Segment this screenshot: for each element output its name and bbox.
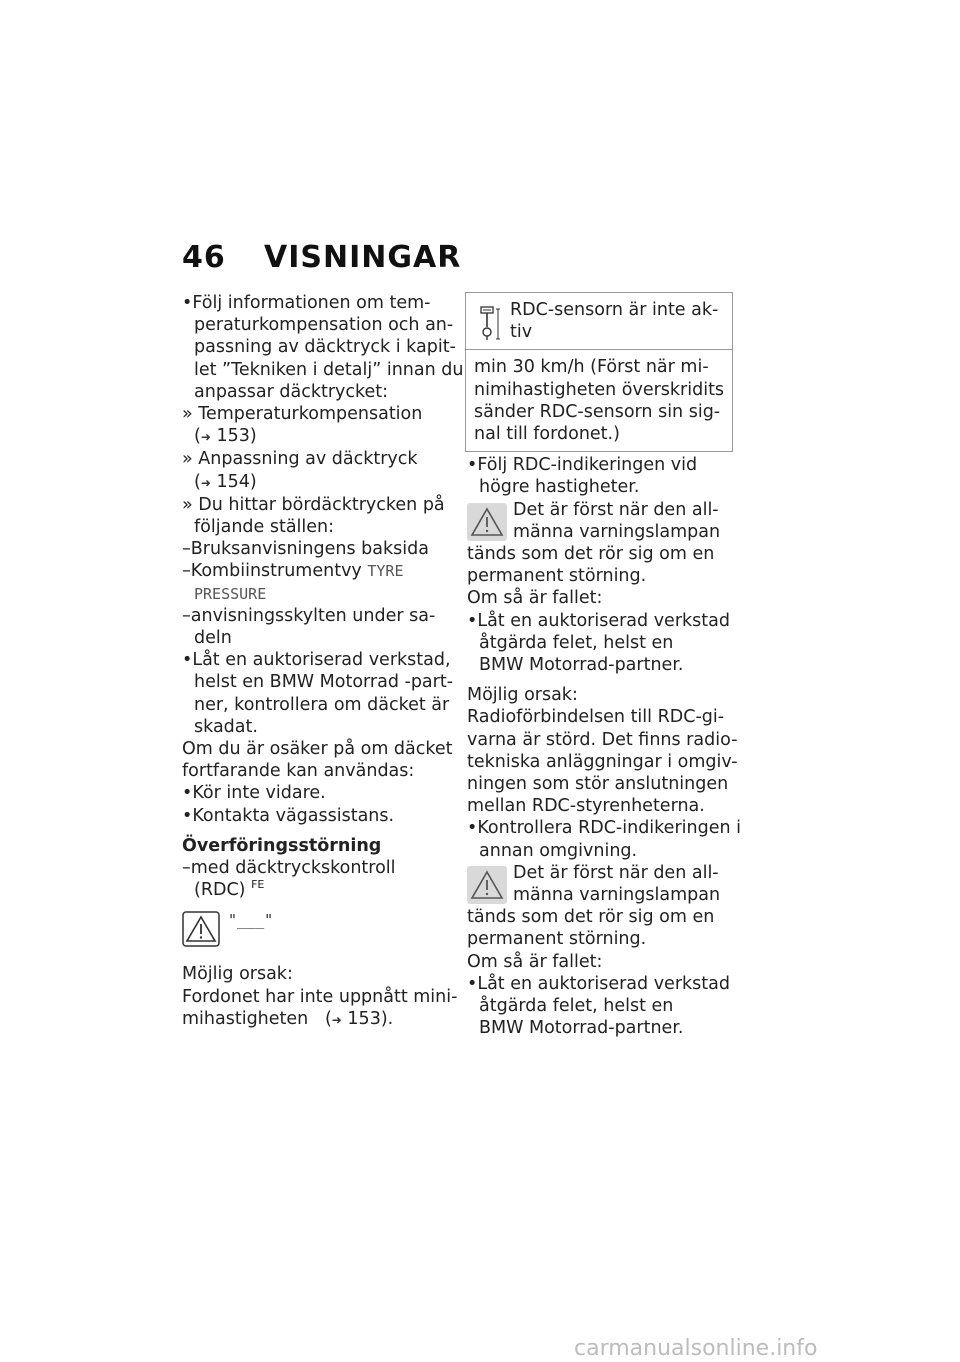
ref-load-pressures: » Du hittar bördäcktrycken på följande ställen: — [182, 494, 445, 538]
bullet-road-assistance: •Kontakta vägassistans. — [182, 805, 395, 826]
rdc-box-body: min 30 km/h (Först när mi- nimihastigheten överskridits sänder RDC-sensorn sin sig- nal till fordonet.) — [474, 357, 725, 445]
bullet-do-not-drive: •Kör inte vidare. — [182, 783, 326, 804]
rdc-info-box — [465, 292, 733, 452]
page-reference-arrow-icon: ➜ — [200, 430, 211, 445]
ref-pressure-adjustment: » Anpassning av däcktryck (➜ 154) — [182, 449, 418, 492]
dash-manual-back: –Bruksanvisningens baksida — [182, 539, 429, 560]
display-text: "___" — [228, 911, 274, 930]
bullet-follow-info: •Följ informationen om tem- peraturkompensation och an- passning av däcktryck i kapit- let ”Tekniken i detalj” innan du anpassar däcktrycket: — [182, 293, 464, 402]
rdc-box-header: RDC-sensorn är inte ak- tiv — [466, 293, 732, 350]
paragraph-unsure: Om du är osäker på om däcket fortfarande kan användas: — [182, 739, 453, 782]
cause-text: Radioförbindelsen till RDC-gi- varna är störd. Det finns radio- tekniska anläggningar i omgiv- ningen som stör anslutningen mellan RDC-styrenheterna. — [467, 707, 738, 817]
watermark: carmanualsonline.info — [574, 1336, 818, 1361]
page-number: 46 — [182, 240, 226, 275]
tyre-pressure-sensor-icon — [478, 305, 504, 349]
bullet-check-rdc: •Kontrollera RDC-indikeringen i annan omgivning. — [467, 818, 741, 861]
bullet-workshop-repair-1: •Låt en auktoriserad verkstad åtgärda felet, helst en BMW Motorrad-partner. — [467, 610, 730, 676]
dash-with-rdc: –med däcktryckskontroll (RDC) $^{FE}$ — [182, 858, 396, 901]
display-warning-callout — [182, 909, 450, 963]
case-label-2: Om så är fallet: — [467, 951, 603, 972]
cause-label: Möjlig orsak: — [182, 964, 293, 985]
warning-callout-1: Det är först när den all- männa varningslampan — [467, 499, 739, 543]
left-column — [182, 292, 464, 1031]
dash-instrument-view: –Kombiinstrumentvy TYRE PRESSURE — [182, 561, 404, 603]
page-header — [182, 240, 461, 275]
right-column: RDC-sensorn är inte ak- tiv min 30 km/h (Först när mi- nimihastigheten överskridits sänder RDC-sensorn sin sig- nal till fordonet.) •Följ RDC-indikeringen vid högre hastigheter. Det är först när den all- männa varningslampan tänds som det rör sig om en permanent störning. Om så är fallet: •Låt en auktoriserad verkstad åtgärda felet, helst en BMW Motorrad-partner. Möjlig orsak: Radioförbindelsen till RDC-gi- varna är störd. Det finns radio- tekniska anläggningar i omgiv- ningen som stör anslutningen mellan RDC-styrenheterna. •Kontrollera RDC-indikeringen i annan omgivning. Det är först när den all- männa varningslampan tänds som det rör sig om en permanent störning. Om så är fallet: •Låt en auktoriserad verkstad åtgärda felet, helst en BMW Motorrad-partner. — [467, 292, 739, 1040]
warning-callout-2: Det är först när den all- männa varningslampan — [467, 862, 739, 906]
bullet-follow-rdc: •Följ RDC-indikeringen vid högre hastigheter. — [467, 455, 698, 498]
warning-triangle-icon — [467, 866, 507, 910]
page-title: VISNINGAR — [264, 240, 462, 275]
warning-triangle-icon — [467, 503, 507, 547]
ref-temperature-compensation: » Temperaturkompensation (➜ 153) — [182, 404, 423, 447]
case-label-1: Om så är fallet: — [467, 588, 603, 609]
cause-text: Fordonet har inte uppnått mini- mihastigheten (➜ 153). — [182, 986, 458, 1029]
dash-seat-label: –anvisningsskylten under sa- deln — [182, 605, 436, 649]
warning-triangle-icon — [182, 911, 220, 953]
section-heading: Överföringsstörning — [182, 835, 382, 856]
bullet-workshop-check: •Låt en auktoriserad verkstad, helst en BMW Motorrad -part- ner, kontrollera om däcket är skadat. — [182, 650, 454, 737]
cause-label: Möjlig orsak: — [467, 685, 578, 706]
page-reference-arrow-icon: ➜ — [331, 1012, 342, 1027]
bullet-workshop-repair-2: •Låt en auktoriserad verkstad åtgärda felet, helst en BMW Motorrad-partner. — [467, 973, 730, 1039]
page-reference-arrow-icon: ➜ — [200, 475, 211, 490]
